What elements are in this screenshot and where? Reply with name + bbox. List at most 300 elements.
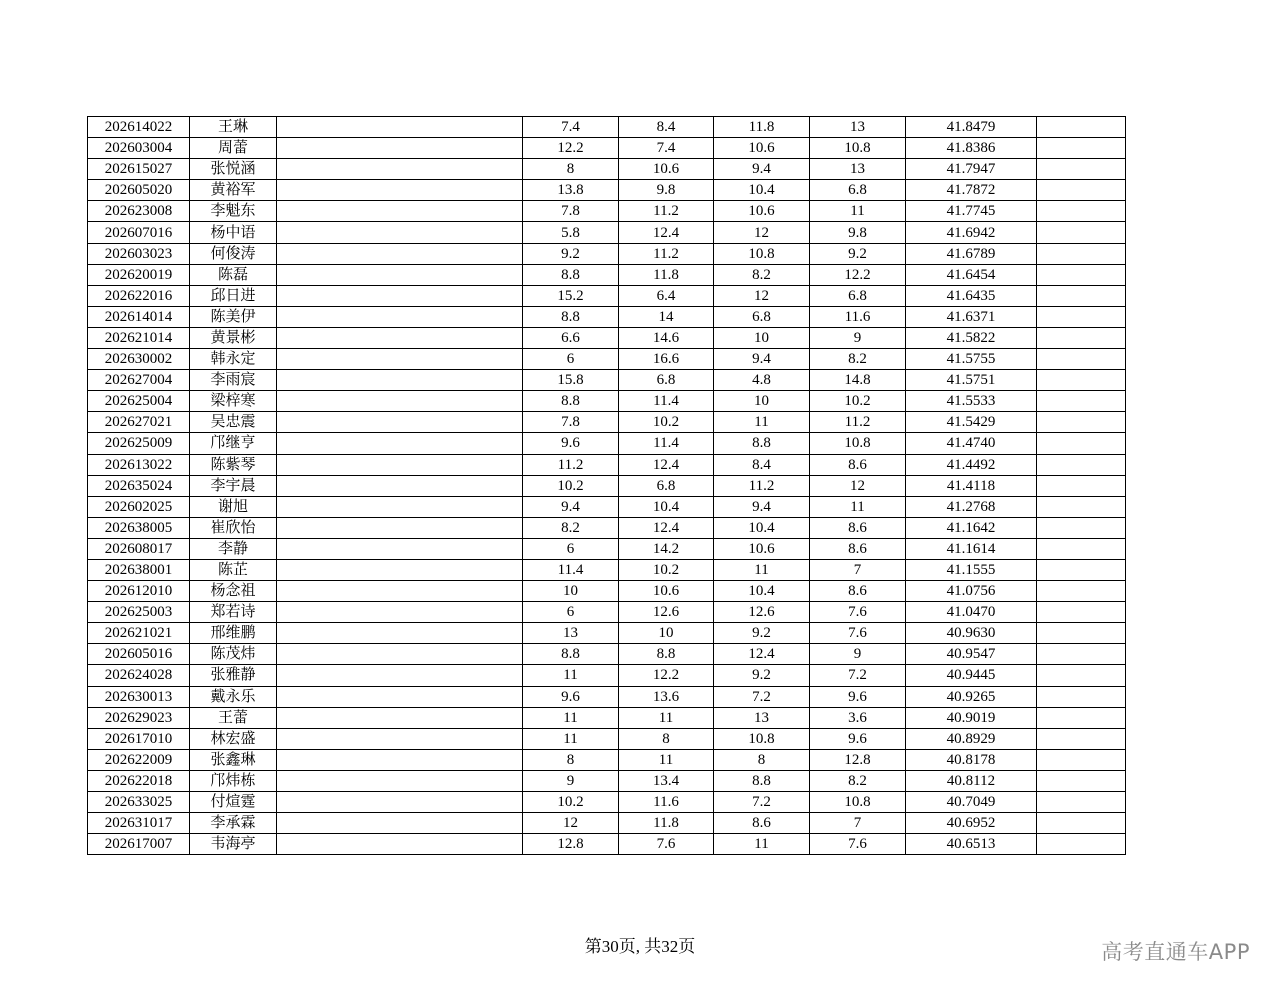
- name-cell: 邢维鹏: [190, 623, 277, 644]
- remark-cell: [1037, 243, 1126, 264]
- remark-cell: [1037, 834, 1126, 855]
- table-row: [88, 433, 1126, 454]
- blank-cell: [277, 834, 523, 855]
- table-row: [88, 454, 1126, 475]
- score-1-cell: 15.2: [523, 285, 619, 306]
- total-score-cell: 41.5822: [906, 327, 1037, 348]
- score-2-cell: 11: [619, 749, 714, 770]
- name-cell: 韩永定: [190, 349, 277, 370]
- blank-cell: [277, 349, 523, 370]
- table-row: [88, 201, 1126, 222]
- score-3-cell: 8.8: [714, 770, 810, 791]
- remark-cell: [1037, 138, 1126, 159]
- name-cell: 陈茂炜: [190, 644, 277, 665]
- total-score-cell: 40.7049: [906, 792, 1037, 813]
- table-row: [88, 222, 1126, 243]
- remark-cell: [1037, 538, 1126, 559]
- name-cell: 陈紫琴: [190, 454, 277, 475]
- total-score-cell: 41.5751: [906, 370, 1037, 391]
- table-row: [88, 327, 1126, 348]
- score-3-cell: 13: [714, 707, 810, 728]
- score-1-cell: 7.8: [523, 201, 619, 222]
- table-row: [88, 496, 1126, 517]
- score-3-cell: 9.2: [714, 665, 810, 686]
- total-score-cell: 41.1555: [906, 559, 1037, 580]
- score-3-cell: 6.8: [714, 306, 810, 327]
- table-row: [88, 644, 1126, 665]
- table-row: [88, 475, 1126, 496]
- name-cell: 李承霖: [190, 813, 277, 834]
- blank-cell: [277, 623, 523, 644]
- student-id-cell: 202622009: [88, 749, 190, 770]
- score-4-cell: 7.6: [810, 602, 906, 623]
- score-3-cell: 11: [714, 559, 810, 580]
- name-cell: 梁梓寒: [190, 391, 277, 412]
- blank-cell: [277, 538, 523, 559]
- score-4-cell: 12.8: [810, 749, 906, 770]
- blank-cell: [277, 222, 523, 243]
- student-id-cell: 202623008: [88, 201, 190, 222]
- score-2-cell: 11.8: [619, 813, 714, 834]
- score-3-cell: 8.6: [714, 813, 810, 834]
- table-row: [88, 834, 1126, 855]
- score-1-cell: 6: [523, 602, 619, 623]
- total-score-cell: 41.6435: [906, 285, 1037, 306]
- student-id-cell: 202613022: [88, 454, 190, 475]
- score-4-cell: 11.6: [810, 306, 906, 327]
- blank-cell: [277, 496, 523, 517]
- student-id-cell: 202614022: [88, 117, 190, 138]
- score-1-cell: 6.6: [523, 327, 619, 348]
- name-cell: 谢旭: [190, 496, 277, 517]
- total-score-cell: 40.8929: [906, 728, 1037, 749]
- blank-cell: [277, 117, 523, 138]
- score-3-cell: 10.6: [714, 201, 810, 222]
- score-2-cell: 11.2: [619, 201, 714, 222]
- score-1-cell: 9.2: [523, 243, 619, 264]
- score-3-cell: 10.4: [714, 180, 810, 201]
- score-1-cell: 10.2: [523, 792, 619, 813]
- score-2-cell: 10.6: [619, 159, 714, 180]
- name-cell: 李宇晨: [190, 475, 277, 496]
- table-row: [88, 243, 1126, 264]
- score-2-cell: 11.2: [619, 243, 714, 264]
- remark-cell: [1037, 686, 1126, 707]
- score-4-cell: 8.6: [810, 581, 906, 602]
- score-1-cell: 9.4: [523, 496, 619, 517]
- score-1-cell: 9: [523, 770, 619, 791]
- table-row: [88, 602, 1126, 623]
- score-1-cell: 13: [523, 623, 619, 644]
- remark-cell: [1037, 349, 1126, 370]
- student-id-cell: 202622016: [88, 285, 190, 306]
- name-cell: 黄景彬: [190, 327, 277, 348]
- score-4-cell: 9.8: [810, 222, 906, 243]
- remark-cell: [1037, 454, 1126, 475]
- blank-cell: [277, 412, 523, 433]
- blank-cell: [277, 180, 523, 201]
- student-id-cell: 202630013: [88, 686, 190, 707]
- score-1-cell: 8.2: [523, 517, 619, 538]
- remark-cell: [1037, 391, 1126, 412]
- score-4-cell: 13: [810, 117, 906, 138]
- total-score-cell: 40.9630: [906, 623, 1037, 644]
- remark-cell: [1037, 792, 1126, 813]
- name-cell: 崔欣怡: [190, 517, 277, 538]
- student-id-cell: 202605016: [88, 644, 190, 665]
- name-cell: 陈美伊: [190, 306, 277, 327]
- score-4-cell: 10.8: [810, 792, 906, 813]
- score-3-cell: 9.4: [714, 159, 810, 180]
- student-id-cell: 202624028: [88, 665, 190, 686]
- score-1-cell: 11.2: [523, 454, 619, 475]
- name-cell: 黄裕军: [190, 180, 277, 201]
- score-2-cell: 7.4: [619, 138, 714, 159]
- score-2-cell: 10.4: [619, 496, 714, 517]
- blank-cell: [277, 749, 523, 770]
- blank-cell: [277, 159, 523, 180]
- total-score-cell: 41.5755: [906, 349, 1037, 370]
- score-2-cell: 12.4: [619, 454, 714, 475]
- name-cell: 付煊霆: [190, 792, 277, 813]
- blank-cell: [277, 201, 523, 222]
- score-2-cell: 12.4: [619, 222, 714, 243]
- remark-cell: [1037, 159, 1126, 180]
- name-cell: 林宏盛: [190, 728, 277, 749]
- name-cell: 戴永乐: [190, 686, 277, 707]
- name-cell: 邝炜栋: [190, 770, 277, 791]
- score-2-cell: 14: [619, 306, 714, 327]
- score-1-cell: 8: [523, 159, 619, 180]
- score-2-cell: 11: [619, 707, 714, 728]
- total-score-cell: 41.6942: [906, 222, 1037, 243]
- score-1-cell: 8.8: [523, 264, 619, 285]
- total-score-cell: 41.4118: [906, 475, 1037, 496]
- student-id-cell: 202612010: [88, 581, 190, 602]
- score-3-cell: 10: [714, 327, 810, 348]
- score-3-cell: 10.4: [714, 517, 810, 538]
- student-id-cell: 202630002: [88, 349, 190, 370]
- name-cell: 何俊涛: [190, 243, 277, 264]
- score-2-cell: 11.8: [619, 264, 714, 285]
- score-1-cell: 11: [523, 707, 619, 728]
- score-4-cell: 9.2: [810, 243, 906, 264]
- score-1-cell: 8.8: [523, 644, 619, 665]
- remark-cell: [1037, 496, 1126, 517]
- blank-cell: [277, 581, 523, 602]
- blank-cell: [277, 454, 523, 475]
- student-id-cell: 202602025: [88, 496, 190, 517]
- score-1-cell: 6: [523, 349, 619, 370]
- blank-cell: [277, 327, 523, 348]
- score-4-cell: 10.2: [810, 391, 906, 412]
- name-cell: 邱日进: [190, 285, 277, 306]
- score-3-cell: 11.2: [714, 475, 810, 496]
- remark-cell: [1037, 306, 1126, 327]
- score-4-cell: 10.8: [810, 433, 906, 454]
- score-2-cell: 7.6: [619, 834, 714, 855]
- score-4-cell: 7.2: [810, 665, 906, 686]
- blank-cell: [277, 475, 523, 496]
- total-score-cell: 41.8479: [906, 117, 1037, 138]
- blank-cell: [277, 686, 523, 707]
- remark-cell: [1037, 517, 1126, 538]
- score-4-cell: 10.8: [810, 138, 906, 159]
- blank-cell: [277, 707, 523, 728]
- score-2-cell: 6.4: [619, 285, 714, 306]
- score-1-cell: 6: [523, 538, 619, 559]
- score-2-cell: 8: [619, 728, 714, 749]
- score-table-body: [88, 117, 1126, 855]
- score-4-cell: 7.6: [810, 834, 906, 855]
- student-id-cell: 202635024: [88, 475, 190, 496]
- name-cell: 张鑫琳: [190, 749, 277, 770]
- score-3-cell: 12.6: [714, 602, 810, 623]
- student-id-cell: 202625004: [88, 391, 190, 412]
- score-3-cell: 10.8: [714, 243, 810, 264]
- remark-cell: [1037, 665, 1126, 686]
- score-3-cell: 8: [714, 749, 810, 770]
- name-cell: 张悦涵: [190, 159, 277, 180]
- table-row: [88, 264, 1126, 285]
- score-4-cell: 8.6: [810, 517, 906, 538]
- total-score-cell: 41.6789: [906, 243, 1037, 264]
- student-id-cell: 202605020: [88, 180, 190, 201]
- total-score-cell: 41.2768: [906, 496, 1037, 517]
- remark-cell: [1037, 412, 1126, 433]
- score-4-cell: 13: [810, 159, 906, 180]
- score-4-cell: 8.2: [810, 349, 906, 370]
- total-score-cell: 41.7745: [906, 201, 1037, 222]
- student-id-cell: 202617007: [88, 834, 190, 855]
- total-score-cell: 41.5429: [906, 412, 1037, 433]
- table-row: [88, 623, 1126, 644]
- score-1-cell: 8: [523, 749, 619, 770]
- blank-cell: [277, 306, 523, 327]
- score-1-cell: 7.4: [523, 117, 619, 138]
- blank-cell: [277, 813, 523, 834]
- student-id-cell: 202622018: [88, 770, 190, 791]
- score-4-cell: 12.2: [810, 264, 906, 285]
- name-cell: 陈芷: [190, 559, 277, 580]
- table-row: [88, 707, 1126, 728]
- student-id-cell: 202629023: [88, 707, 190, 728]
- score-4-cell: 14.8: [810, 370, 906, 391]
- score-3-cell: 11: [714, 834, 810, 855]
- table-row: [88, 749, 1126, 770]
- score-2-cell: 11.4: [619, 433, 714, 454]
- total-score-cell: 41.4740: [906, 433, 1037, 454]
- score-3-cell: 7.2: [714, 686, 810, 707]
- remark-cell: [1037, 602, 1126, 623]
- score-2-cell: 8.8: [619, 644, 714, 665]
- score-3-cell: 7.2: [714, 792, 810, 813]
- table-row: [88, 517, 1126, 538]
- student-id-cell: 202633025: [88, 792, 190, 813]
- remark-cell: [1037, 559, 1126, 580]
- remark-cell: [1037, 180, 1126, 201]
- table-row: [88, 117, 1126, 138]
- table-row: [88, 349, 1126, 370]
- score-2-cell: 16.6: [619, 349, 714, 370]
- remark-cell: [1037, 264, 1126, 285]
- score-3-cell: 11.8: [714, 117, 810, 138]
- table-row: [88, 770, 1126, 791]
- score-1-cell: 12.2: [523, 138, 619, 159]
- score-4-cell: 7.6: [810, 623, 906, 644]
- score-2-cell: 10: [619, 623, 714, 644]
- name-cell: 韦海亭: [190, 834, 277, 855]
- student-id-cell: 202638001: [88, 559, 190, 580]
- score-2-cell: 11.6: [619, 792, 714, 813]
- student-id-cell: 202608017: [88, 538, 190, 559]
- total-score-cell: 40.9547: [906, 644, 1037, 665]
- table-row: [88, 813, 1126, 834]
- student-id-cell: 202621014: [88, 327, 190, 348]
- score-1-cell: 5.8: [523, 222, 619, 243]
- score-2-cell: 14.2: [619, 538, 714, 559]
- score-1-cell: 12: [523, 813, 619, 834]
- score-2-cell: 11.4: [619, 391, 714, 412]
- score-table: [87, 116, 1126, 855]
- score-3-cell: 9.2: [714, 623, 810, 644]
- student-id-cell: 202621021: [88, 623, 190, 644]
- score-4-cell: 11: [810, 201, 906, 222]
- blank-cell: [277, 792, 523, 813]
- score-2-cell: 13.4: [619, 770, 714, 791]
- remark-cell: [1037, 475, 1126, 496]
- remark-cell: [1037, 117, 1126, 138]
- blank-cell: [277, 559, 523, 580]
- score-3-cell: 8.8: [714, 433, 810, 454]
- remark-cell: [1037, 707, 1126, 728]
- total-score-cell: 40.6952: [906, 813, 1037, 834]
- total-score-cell: 41.1642: [906, 517, 1037, 538]
- score-2-cell: 14.6: [619, 327, 714, 348]
- score-2-cell: 8.4: [619, 117, 714, 138]
- student-id-cell: 202615027: [88, 159, 190, 180]
- remark-cell: [1037, 433, 1126, 454]
- score-2-cell: 6.8: [619, 475, 714, 496]
- blank-cell: [277, 517, 523, 538]
- total-score-cell: 41.5533: [906, 391, 1037, 412]
- name-cell: 周蕾: [190, 138, 277, 159]
- score-1-cell: 8.8: [523, 391, 619, 412]
- name-cell: 吴忠震: [190, 412, 277, 433]
- score-3-cell: 10.4: [714, 581, 810, 602]
- total-score-cell: 41.7872: [906, 180, 1037, 201]
- student-id-cell: 202625009: [88, 433, 190, 454]
- score-3-cell: 10: [714, 391, 810, 412]
- total-score-cell: 40.9019: [906, 707, 1037, 728]
- name-cell: 杨念祖: [190, 581, 277, 602]
- name-cell: 王蕾: [190, 707, 277, 728]
- total-score-cell: 40.9445: [906, 665, 1037, 686]
- total-score-cell: 40.8178: [906, 749, 1037, 770]
- blank-cell: [277, 644, 523, 665]
- table-row: [88, 792, 1126, 813]
- table-row: [88, 370, 1126, 391]
- page-number: 第30页, 共32页: [584, 937, 696, 956]
- name-cell: 王琳: [190, 117, 277, 138]
- blank-cell: [277, 391, 523, 412]
- score-1-cell: 11: [523, 665, 619, 686]
- score-4-cell: 12: [810, 475, 906, 496]
- blank-cell: [277, 665, 523, 686]
- blank-cell: [277, 770, 523, 791]
- score-1-cell: 11: [523, 728, 619, 749]
- remark-cell: [1037, 327, 1126, 348]
- remark-cell: [1037, 370, 1126, 391]
- total-score-cell: 41.8386: [906, 138, 1037, 159]
- student-id-cell: 202631017: [88, 813, 190, 834]
- score-2-cell: 12.4: [619, 517, 714, 538]
- total-score-cell: 41.0470: [906, 602, 1037, 623]
- score-3-cell: 12: [714, 285, 810, 306]
- name-cell: 邝继亨: [190, 433, 277, 454]
- score-3-cell: 9.4: [714, 349, 810, 370]
- student-id-cell: 202638005: [88, 517, 190, 538]
- total-score-cell: 41.0756: [906, 581, 1037, 602]
- total-score-cell: 41.6454: [906, 264, 1037, 285]
- score-2-cell: 6.8: [619, 370, 714, 391]
- score-4-cell: 11.2: [810, 412, 906, 433]
- score-4-cell: 8.2: [810, 770, 906, 791]
- remark-cell: [1037, 623, 1126, 644]
- name-cell: 李魁东: [190, 201, 277, 222]
- table-row: [88, 306, 1126, 327]
- remark-cell: [1037, 581, 1126, 602]
- score-3-cell: 10.6: [714, 538, 810, 559]
- score-1-cell: 12.8: [523, 834, 619, 855]
- student-id-cell: 202627004: [88, 370, 190, 391]
- table-row: [88, 581, 1126, 602]
- remark-cell: [1037, 201, 1126, 222]
- score-1-cell: 10: [523, 581, 619, 602]
- table-row: [88, 138, 1126, 159]
- watermark-text: 高考直通车APP: [1101, 940, 1250, 964]
- remark-cell: [1037, 770, 1126, 791]
- score-4-cell: 8.6: [810, 454, 906, 475]
- score-2-cell: 10.2: [619, 559, 714, 580]
- score-4-cell: 6.8: [810, 180, 906, 201]
- name-cell: 杨中语: [190, 222, 277, 243]
- remark-cell: [1037, 644, 1126, 665]
- table-row: [88, 559, 1126, 580]
- score-3-cell: 12: [714, 222, 810, 243]
- blank-cell: [277, 728, 523, 749]
- score-3-cell: 8.2: [714, 264, 810, 285]
- table-row: [88, 391, 1126, 412]
- score-1-cell: 10.2: [523, 475, 619, 496]
- total-score-cell: 40.9265: [906, 686, 1037, 707]
- remark-cell: [1037, 813, 1126, 834]
- student-id-cell: 202603004: [88, 138, 190, 159]
- student-id-cell: 202625003: [88, 602, 190, 623]
- score-4-cell: 9.6: [810, 728, 906, 749]
- blank-cell: [277, 264, 523, 285]
- score-1-cell: 13.8: [523, 180, 619, 201]
- student-id-cell: 202614014: [88, 306, 190, 327]
- name-cell: 郑若诗: [190, 602, 277, 623]
- table-row: [88, 412, 1126, 433]
- score-3-cell: 10.8: [714, 728, 810, 749]
- student-id-cell: 202617010: [88, 728, 190, 749]
- score-4-cell: 8.6: [810, 538, 906, 559]
- total-score-cell: 40.6513: [906, 834, 1037, 855]
- score-4-cell: 7: [810, 559, 906, 580]
- student-id-cell: 202603023: [88, 243, 190, 264]
